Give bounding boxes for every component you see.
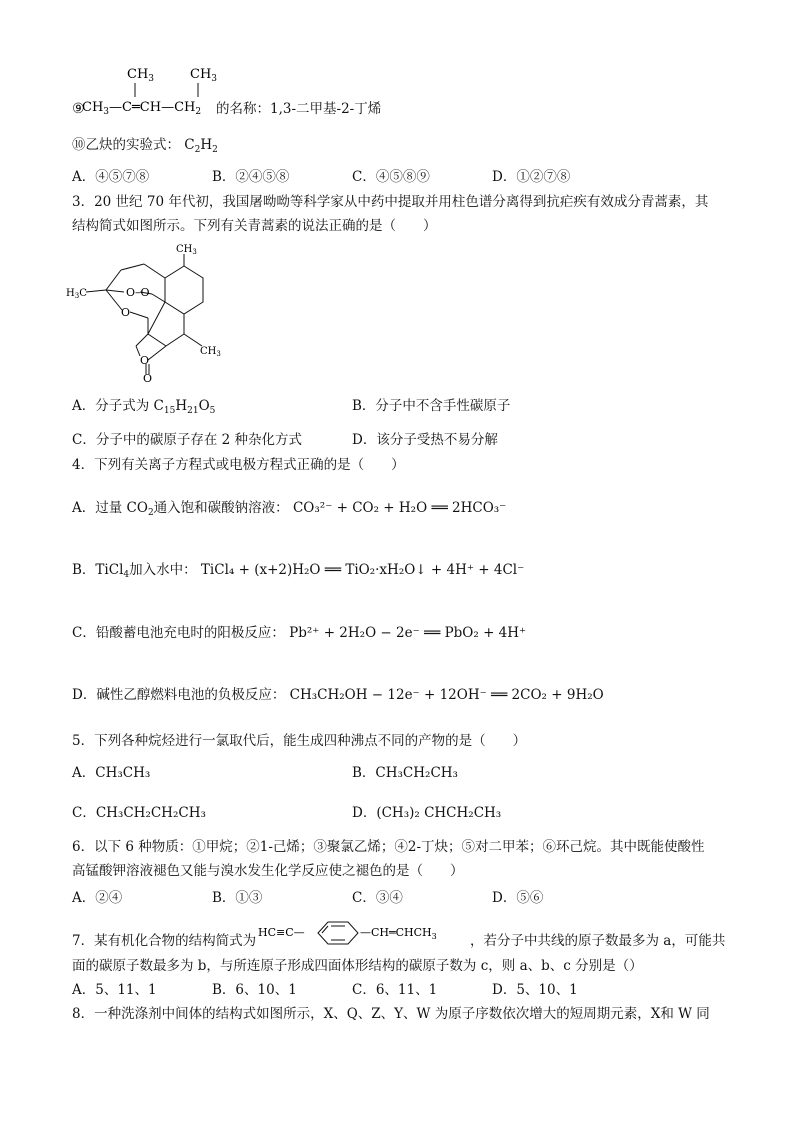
q3-a-sub3: 5 (209, 406, 216, 416)
methyl-label-1: $CH_3$ (127, 67, 155, 84)
q7-stem-line1 (72, 926, 726, 952)
q4-a-equation: CO₃²⁻ + CO₂ + H₂O ══ 2HCO₃⁻ (292, 500, 507, 516)
q3-stem-line1: 3．20 世纪 70 年代初，我国屠呦呦等科学家从中药中提取并用柱色谱分离得到抗疟疾有效成分青蒿素，其 (72, 194, 709, 210)
q4-a-label2: 通入饱和碳酸钠溶液： (153, 500, 289, 516)
q6-option-d[interactable]: D．⑤⑥ (492, 890, 544, 906)
q4-option-c[interactable] (72, 624, 526, 642)
peroxide-o-label: O–O (126, 286, 150, 299)
q3-option-b[interactable]: B．分子中不含手性碳原子 (352, 398, 511, 414)
q2-option-a[interactable]: A．④⑤⑦⑧ (72, 169, 150, 185)
q3-option-c[interactable]: C．分子中的碳原子存在 2 种杂化方式 (72, 432, 303, 448)
q4-b-equation: TiCl₄ + (x+2)H₂O ══ TiO₂·xH₂O↓ + 4H⁺ + 4Cl⁻ (200, 562, 525, 578)
item10-text: ⑩乙炔的实验式： (72, 137, 180, 153)
q6-option-c[interactable]: C．③④ (352, 890, 403, 906)
q7-struct-right: $—CH═CHCH_3$ (360, 926, 437, 941)
q4-option-b[interactable]: B．TiCl$_4$加入水中： TiCl₄ + (x+2)H₂O ══ TiO₂·xH₂O↓ + 4H⁺ + 4Cl⁻ (72, 562, 525, 580)
q7-option-a[interactable]: A．5、11、1 (72, 982, 157, 998)
artemisinin-structure (66, 242, 226, 382)
top-ch3-label: $CH_3$ (176, 244, 197, 256)
item10-formula: $C_2H_2$ (184, 137, 218, 155)
q5-option-c[interactable]: C．CH₃CH₂CH₂CH₃ (72, 805, 206, 821)
q6-option-a[interactable]: A．②④ (72, 890, 123, 906)
item9-structure (82, 64, 217, 120)
q3-option-a[interactable] (72, 397, 215, 415)
q3-option-d[interactable]: D．该分子受热不易分解 (352, 432, 498, 448)
q6-stem-line1: 6．以下 6 种物质：①甲烷；②1-己烯；③聚氯乙烯；④2-丁炔；⑤对二甲苯；⑥环己烷。其中既能使酸性 (72, 839, 705, 855)
q7-suffix: ，若分子中共线的原子数最多为 a，可能共 (470, 933, 726, 949)
q4-b-label2: 加入水中： (129, 562, 197, 578)
item9-name-text: 的名称：1,3-二甲基-2-丁烯 (216, 101, 382, 117)
lactone-o-label: O (140, 354, 150, 367)
q4-b-label: B．TiCl (72, 562, 124, 578)
q4-c-equation: Pb²⁺ + 2H₂O − 2e⁻ ══ PbO₂ + 4H⁺ (289, 625, 527, 641)
methyl-label-2: $CH_3$ (190, 67, 217, 84)
q5-stem: 5．下列各种烷烃进行一氯取代后，能生成四种沸点不同的产物的是（ ） (72, 733, 527, 749)
q8-stem-line1: 8．一种洗涤剂中间体的结构式如图所示，X、Q、Z、Y、W 为原子序数依次增大的短周期元素，X和 W 同 (72, 1006, 710, 1022)
q7-option-d[interactable]: D．5、10、1 (492, 982, 578, 998)
q4-option-d[interactable] (72, 686, 604, 704)
ether-o-label: O (121, 306, 131, 319)
main-chain: $CH_3—C═CH—CH_2$ (82, 100, 202, 117)
q2-option-b[interactable]: B．②④⑤⑧ (212, 169, 290, 185)
q7-prefix: 7．某有机化合物的结构简式为 (72, 933, 257, 949)
q4-c-label: C．铅酸蓄电池充电时的阳极反应： (72, 625, 285, 641)
q7-option-c[interactable]: C．6、11、1 (352, 982, 438, 998)
q4-d-equation: CH₃CH₂OH − 12e⁻ + 12OH⁻ ══ 2CO₂ + 9H₂O (289, 687, 604, 703)
q4-a-label: A．过量 CO (72, 500, 148, 516)
q3-stem-line2: 结构简式如图所示。下列有关青蒿素的说法正确的是（ ） (72, 218, 437, 234)
q5-option-a[interactable]: A．CH₃CH₃ (72, 765, 151, 781)
q3-a-sub1: 15 (163, 406, 176, 416)
q5-option-d[interactable]: D．(CH₃)₂ CHCH₂CH₃ (352, 805, 502, 821)
q4-option-a[interactable]: A．过量 $CO_2$通入饱和碳酸钠溶液： CO₃²⁻ + CO₂ + H₂O ══ 2HCO₃⁻ (72, 500, 507, 518)
item9-number: ⑨ (72, 101, 85, 117)
q7-option-b[interactable]: B．6、10、1 (212, 982, 297, 998)
item9-line (72, 64, 472, 120)
q3-a-prefix: A．分子式为 C (72, 398, 164, 414)
q3-a-sub2: 21 (187, 406, 199, 416)
item10-line (72, 136, 218, 154)
q3-a-h: H (175, 398, 188, 414)
q4-stem: 4．下列有关离子方程式或电极方程式正确的是（ ） (72, 457, 405, 473)
carbonyl-o-label: O (143, 372, 153, 382)
q4-d-label: D．碱性乙醇燃料电池的负极反应： (72, 687, 286, 703)
q5-option-b[interactable]: B．CH₃CH₂CH₃ (352, 765, 458, 781)
q3-a-o: O (198, 398, 210, 414)
q2-option-c[interactable]: C．④⑤⑧⑨ (352, 169, 430, 185)
q6-option-b[interactable]: B．①③ (212, 890, 263, 906)
bottom-ch3-label: $CH_3$ (200, 346, 221, 358)
q7-struct-left: HC≡C— (258, 926, 305, 939)
q7-stem-line2: 面的碳原子数最多为 b，与所连原子形成四面体形结构的碳原子数为 c，则 a、b、c 分别是（） (72, 958, 643, 974)
q6-stem-line2: 高锰酸钾溶液褪色又能与溴水发生化学反应使之褪色的是（ ） (72, 863, 464, 879)
q2-option-d[interactable]: D．①②⑦⑧ (492, 169, 571, 185)
q7-structure (258, 920, 468, 948)
h3c-label: $H_3C$ (66, 288, 87, 300)
